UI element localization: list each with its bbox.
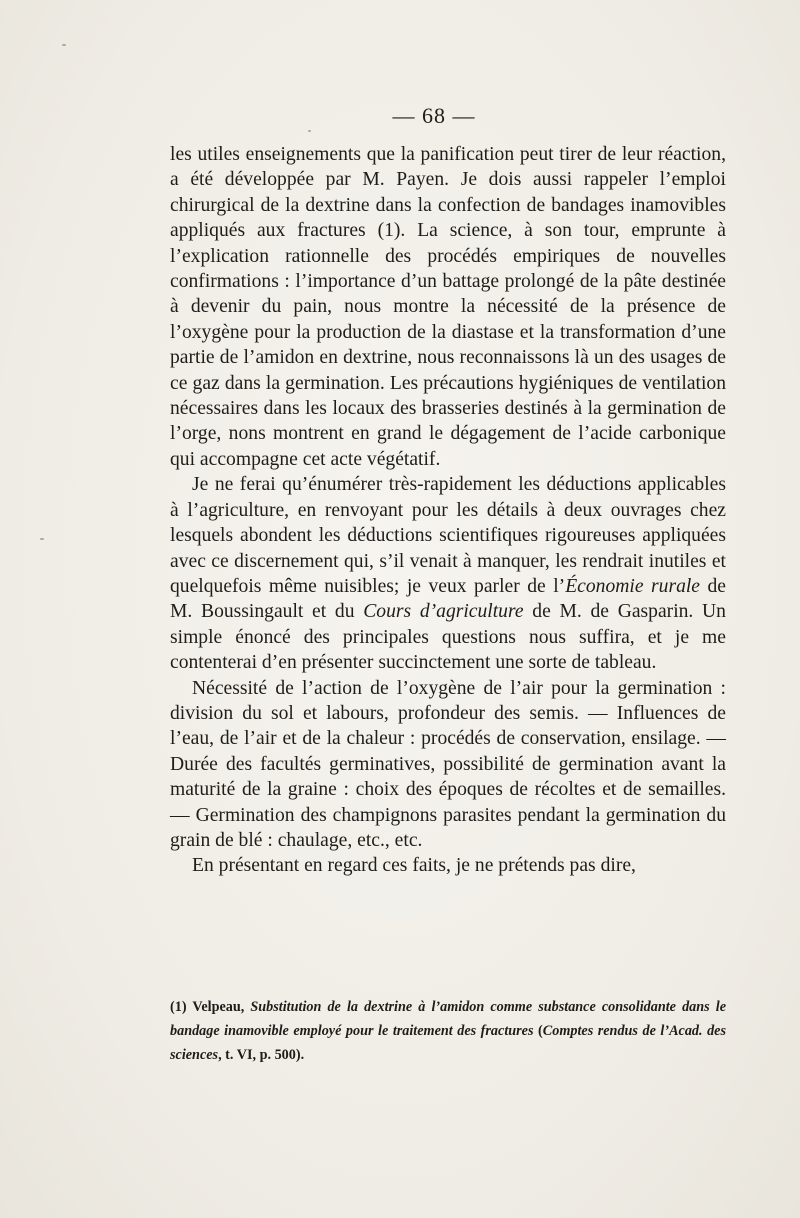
- paragraph-2: [170, 472, 726, 675]
- book-title-cours-agriculture: Cours d’agriculture: [363, 601, 524, 623]
- paragraph-1: [170, 142, 726, 472]
- paragraph-4: [170, 853, 726, 878]
- page-number: — 68 —: [392, 103, 476, 128]
- footnote-text-a: (1) Velpeau,: [170, 999, 251, 1015]
- paragraph-4-text: En présentant en regard ces faits, je ne prétends pas dire,: [192, 855, 636, 877]
- paragraph-1-text: les utiles enseignements que la panification peut tirer de leur réaction, a été développée par M. Payen. Je dois aussi rappeler l’emploi chirurgical de la dextrine dans la confection de bandages inamovibles appliqués aux fractures (1). La science, à son tour, emprunte à l’explication rationnelle des procédés empiriques de nouvelles confirmations : l’importance d’un battage prolongé de la pâte destinée à devenir du pain, nous montre la nécessité de la présence de l’oxygène pour la production de la diastase et la transformation d’une partie de l’amidon en dextrine, nous reconnaissons là un des usages de ce gaz dans la germination. Les précautions hygiéniques de ventilation nécessaires dans les locaux des brasseries destinés à la germination de l’orge, nons montrent en grand le dégagement de l’acide carbonique qui accompagne cet acte végétatif.: [170, 144, 726, 470]
- footnote-title: Substitution de la dextrine à l’amidon comme substance consolidante dans le bandage inamovible employé pour le traitement des fractures: [170, 999, 726, 1039]
- paragraph-3: [170, 676, 726, 854]
- footnote-text-c: , t. VI, p. 500).: [218, 1047, 305, 1063]
- footnote-journal: Comptes rendus de l’Acad. des sciences: [170, 1023, 726, 1063]
- paragraph-2-text-b: de M. Boussingault et du: [170, 575, 726, 623]
- paragraph-3-text: Nécessité de l’action de l’oxygène de l’air pour la germination : division du sol et labours, profondeur des semis. — Influences de l’eau, de l’air et de la chaleur : procédés de conservation, ensilage. — Durée des facultés germinatives, possibilité de germination avant la maturité de la graine : choix des époques de récoltes et de semailles. — Germination des champignons parasites pendant la germination du grain de blé : chaulage, etc., etc.: [170, 677, 726, 851]
- footnote-text-b: (: [533, 1023, 543, 1039]
- paper-speck: [62, 44, 66, 46]
- paragraph-2-text-a: Je ne ferai qu’énumérer très-rapidement les déductions applicables à l’agriculture, en renvoyant pour les détails à deux ouvrages chez lesquels abondent les déductions scientifiques rigoureuses appliquées avec ce discernement qui, s’il venait à manquer, les rendrait inutiles et quelquefois même nuisibles; je veux parler de l’: [170, 474, 726, 597]
- footnote: [170, 995, 726, 1067]
- book-title-economie-rurale: Économie rurale: [565, 575, 701, 597]
- body-text: [170, 142, 726, 879]
- paper-speck: [308, 130, 311, 132]
- paragraph-2-text-c: de M. de Gasparin. Un simple énoncé des principales questions nous suffira, et je me contenterai d’en présenter succinctement une sorte de tableau.: [170, 601, 726, 674]
- paper-speck: [40, 538, 44, 540]
